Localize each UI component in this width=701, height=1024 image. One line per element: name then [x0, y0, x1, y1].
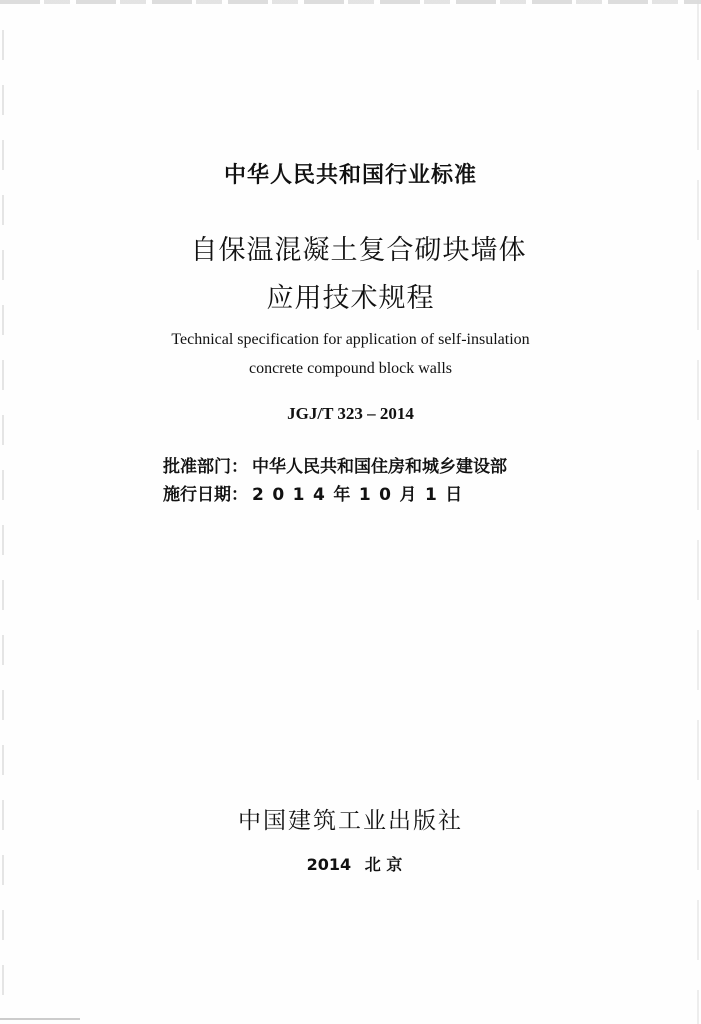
title-cn-line1: 自保温混凝土复合砌块墙体 [190, 235, 527, 266]
publisher: 中国建筑工业出版社 [238, 808, 463, 834]
standard-code: JGJ/T 323 – 2014 [287, 404, 414, 423]
title-cn-line2: 应用技术规程 [266, 283, 435, 314]
approval-row [163, 452, 507, 477]
title-en-line1: Technical specification for application of self-insulation [171, 331, 530, 348]
scan-border-top [0, 0, 701, 4]
scan-border-bottom [0, 1018, 80, 1020]
publication-year: 2014 [306, 855, 352, 874]
effective-date-label: 施行日期： [163, 485, 248, 505]
approval-value: 中华人民共和国住房和城乡建设部 [252, 457, 507, 477]
approval-label: 批准部门： [163, 457, 248, 477]
publication-city: 北 京 [364, 855, 403, 874]
effective-date-row [163, 480, 471, 505]
effective-date-value: 2014年10月1日 [252, 485, 471, 505]
industry-standard-heading: 中华人民共和国行业标准 [223, 163, 477, 188]
title-en-line2: concrete compound block walls [248, 360, 453, 377]
publication-place [4, 852, 701, 875]
